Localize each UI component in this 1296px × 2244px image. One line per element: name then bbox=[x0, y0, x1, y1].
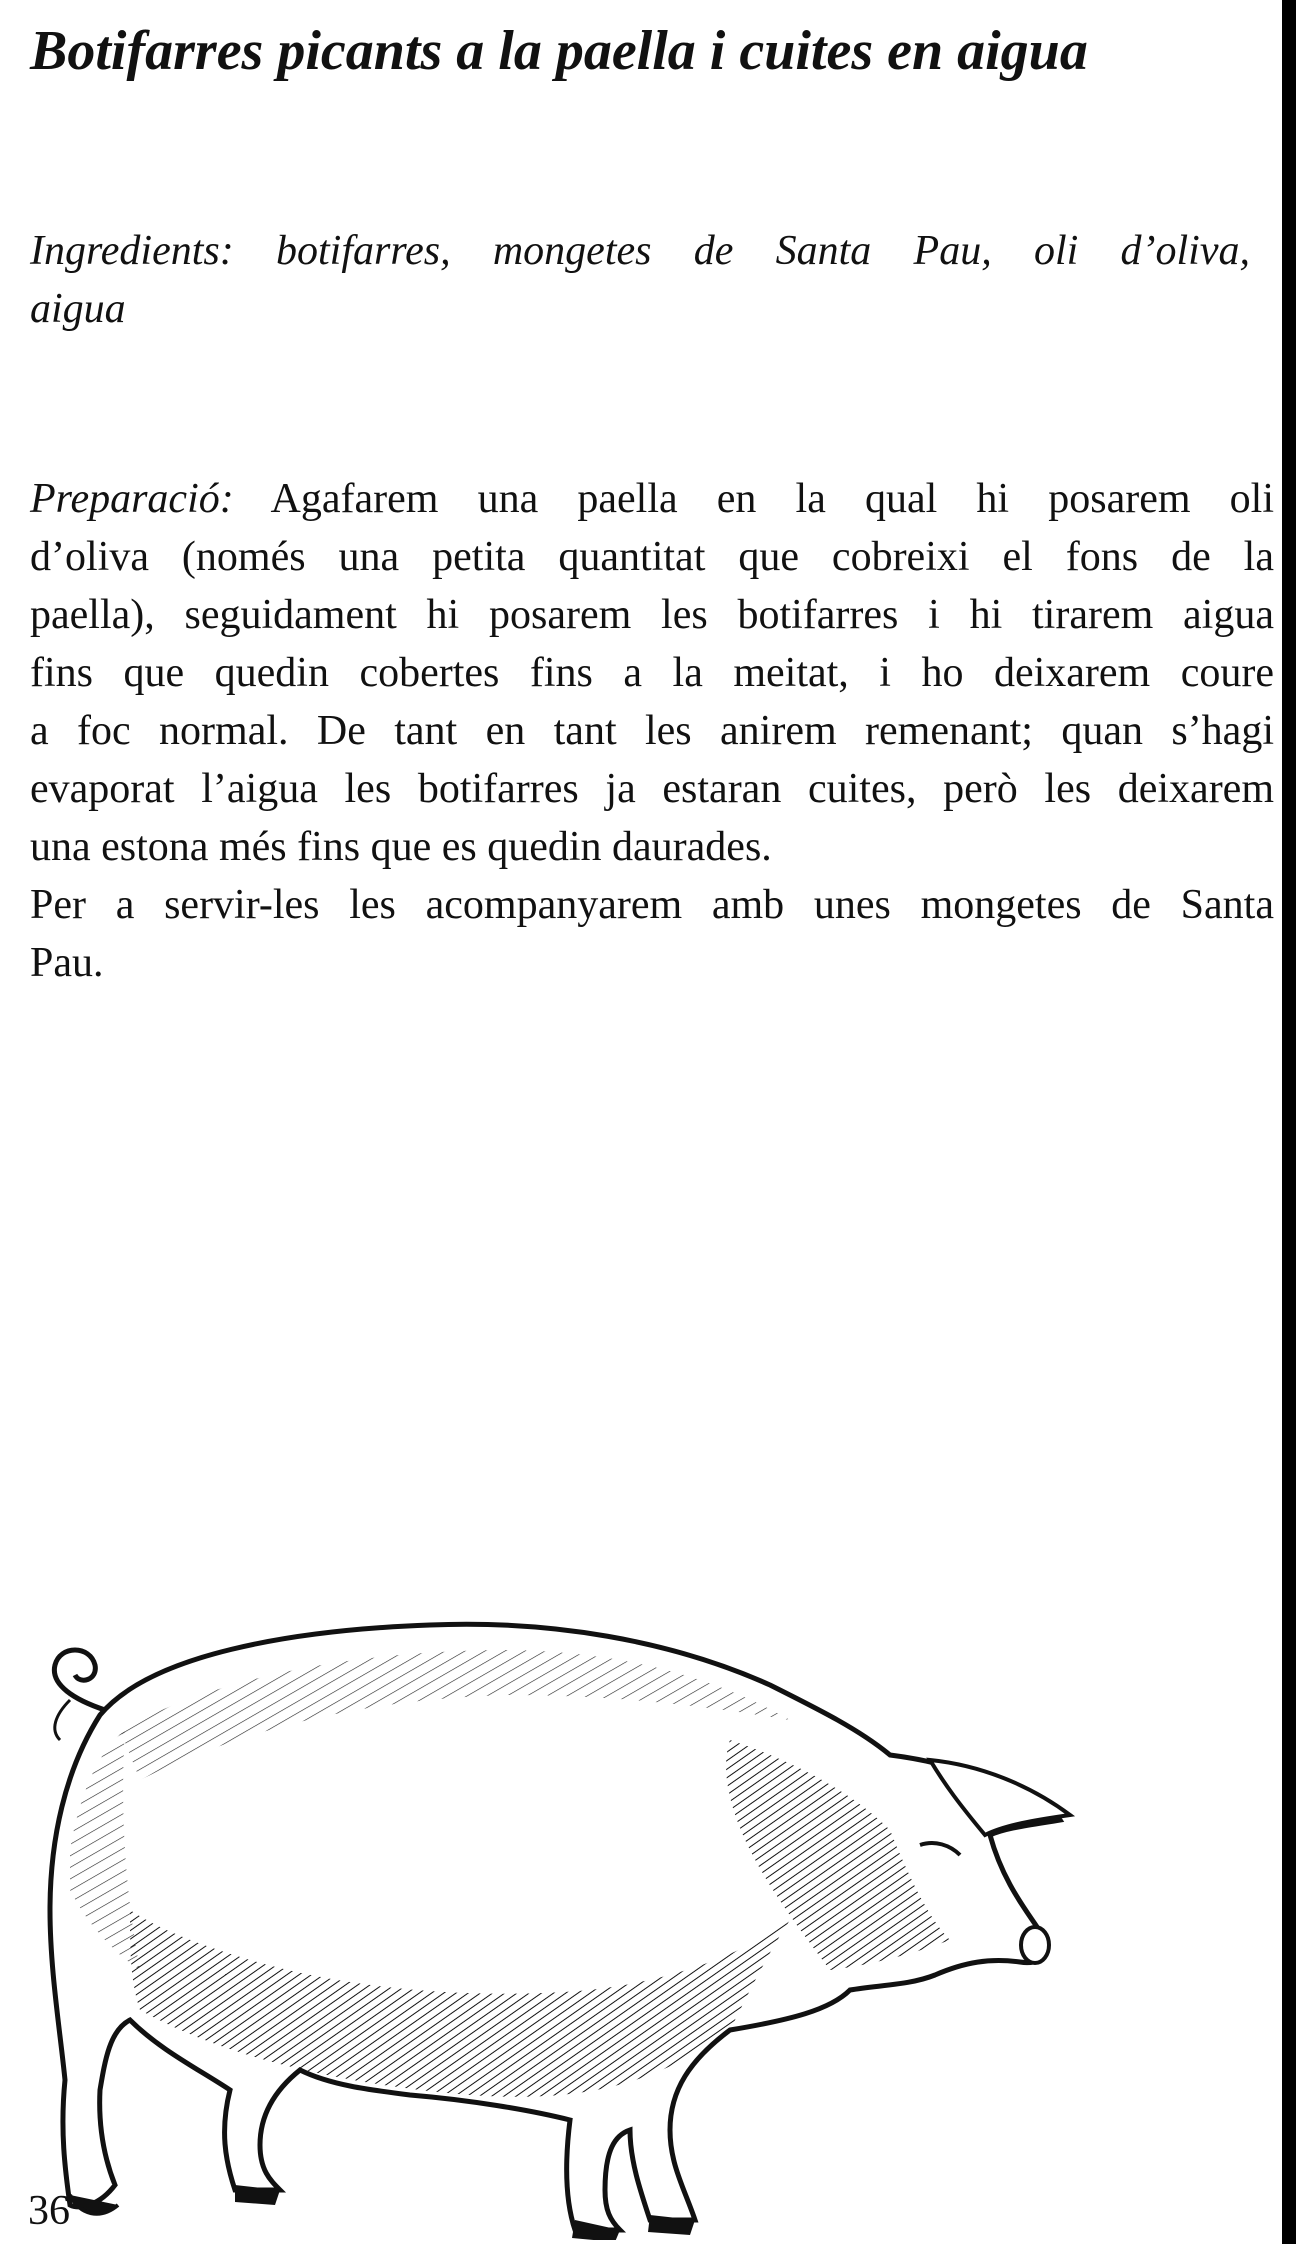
preparation-first-line bbox=[30, 470, 1274, 528]
recipe-title: Botifarres picants a la paella i cuites en aigua bbox=[30, 20, 1088, 82]
ingredients-line: Ingredients: botifarres, mongetes de Santa Pau, oli d’oliva, bbox=[30, 228, 1250, 274]
preparation-line: evaporat l’aigua les botifarres ja estaran cuites, però les deixarem bbox=[30, 766, 1274, 812]
ingredients-line: aigua bbox=[30, 286, 126, 332]
serving-line: Pau. bbox=[30, 940, 104, 986]
page-number: 36 bbox=[28, 2188, 70, 2234]
preparation-line: una estona més fins que es quedin daurades. bbox=[30, 824, 772, 870]
preparation-line: a foc normal. De tant en tant les anirem remenant; quan s’hagi bbox=[30, 708, 1274, 754]
serving-line: Per a servir-les les acompanyarem amb unes mongetes de Santa bbox=[30, 882, 1274, 928]
preparation-first-line-text: Agafarem una paella en la qual hi posarem oli bbox=[233, 476, 1274, 522]
page-edge-rule bbox=[1282, 0, 1296, 2244]
preparation-label: Preparació: bbox=[30, 476, 234, 522]
preparation-paragraph bbox=[30, 470, 1274, 992]
preparation-line: d’oliva (només una petita quantitat que cobreixi el fons de la bbox=[30, 534, 1274, 580]
preparation-line: paella), seguidament hi posarem les botifarres i hi tirarem aigua bbox=[30, 592, 1274, 638]
pig-illustration-icon bbox=[30, 1590, 1090, 2240]
ingredients-paragraph bbox=[30, 222, 1250, 338]
preparation-line: fins que quedin cobertes fins a la meitat, i ho deixarem coure bbox=[30, 650, 1274, 696]
